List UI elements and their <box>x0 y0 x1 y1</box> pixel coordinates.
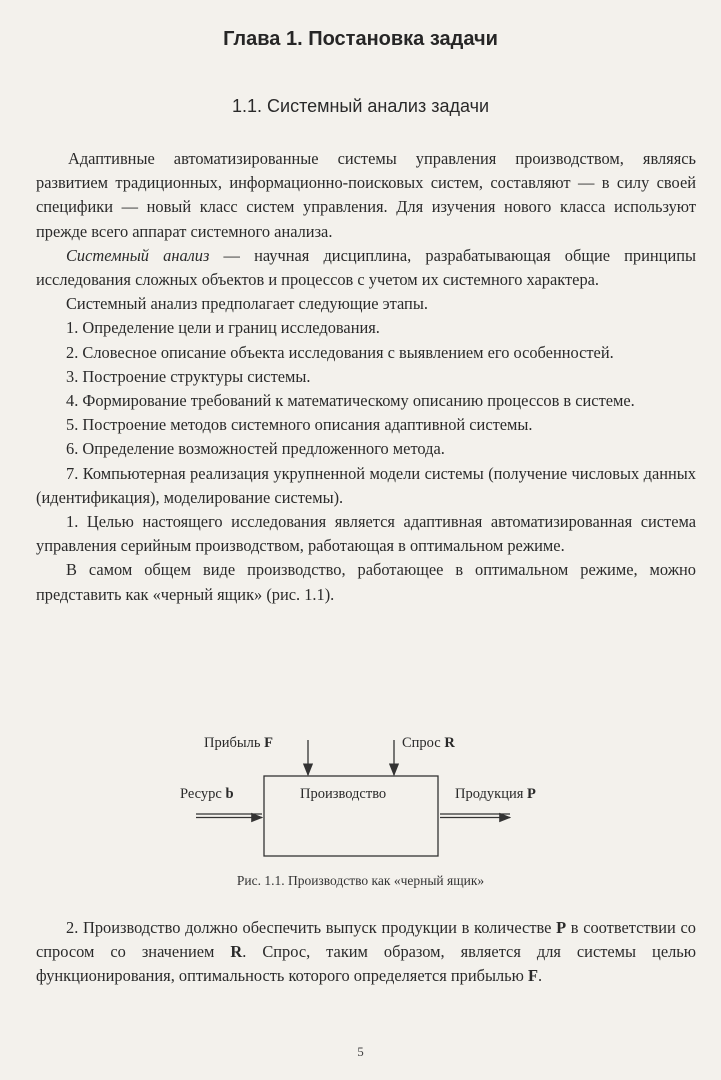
list-item-stage-4: 4. Формирование требований к математическому описанию процессов в системе. <box>66 391 635 411</box>
chapter-title: Глава 1. Постановка задачи <box>223 28 498 50</box>
body-text-continued <box>36 916 696 989</box>
list-item-stage-5: 5. Построение методов системного описания адаптивной системы. <box>66 415 533 435</box>
paragraph-goal: 1. Целью настоящего исследования является адаптивная автоматизированная система управления серийным производством, работающая в оптимальном режиме. <box>36 512 696 556</box>
paragraph-stages-intro: Системный анализ предполагает следующие этапы. <box>66 294 428 314</box>
paragraph-definition <box>36 244 696 292</box>
var-f: F <box>527 966 538 986</box>
list-item-stage-2: 2. Словесное описание объекта исследования с выявлением его особенностей. <box>66 342 614 362</box>
paragraph-production-output: 2. Производство должно обеспечить выпуск продукции в количестве P в соответствии со спросом со значением R. Спрос, таким образом, является для системы целью функционирования, оптимальность которого определяется прибылью F. <box>36 918 696 986</box>
var-p: P <box>556 918 567 937</box>
demand-label: Спрос R <box>402 735 455 751</box>
product-label: Продукция P <box>455 786 536 802</box>
paragraph-black-box: В самом общем виде производство, работающее в оптимальном режиме, можно представить как «черный ящик» (рис. 1.1). <box>36 560 696 604</box>
resource-variable: b <box>225 786 234 802</box>
definition-text: — научная дисциплина, разрабатывающая общие принципы исследования сложных объектов и процессов с учетом их системного характера. <box>36 245 696 290</box>
product-arrow <box>440 814 510 818</box>
production-label: Производство <box>300 786 387 802</box>
section-title: 1.1. Системный анализ задачи <box>231 96 490 116</box>
profit-label: Прибыль F <box>204 735 273 751</box>
list-item-stage-7: 7. Компьютерная реализация укрупненной модели системы (получение числовых данных (идентификация), моделирование системы). <box>36 463 696 507</box>
body-text <box>36 147 696 607</box>
resource-arrow <box>196 814 262 818</box>
page-number: 5 <box>357 1044 364 1059</box>
paragraph-intro: Адаптивные автоматизированные системы управления производством, являясь развитием традиционных, информационно-поисковых систем, составляют — в силу своей специфики — новый класс систем управления. Для изучения нового класса используют прежде всего аппарат системного анализа. <box>36 149 696 241</box>
profit-variable: F <box>264 735 273 751</box>
figure-caption: Рис. 1.1. Производство как «черный ящик» <box>236 873 485 888</box>
resource-label: Ресурс b <box>180 786 234 802</box>
list-item-stage-6: 6. Определение возможностей предложенного метода. <box>66 439 445 459</box>
var-r: R <box>230 942 243 962</box>
product-variable: P <box>527 786 536 802</box>
term-system-analysis: Системный анализ <box>66 245 210 265</box>
list-item-stage-1: 1. Определение цели и границ исследования. <box>66 318 380 338</box>
list-item-stage-3: 3. Построение структуры системы. <box>66 366 311 386</box>
demand-variable: R <box>444 735 455 751</box>
